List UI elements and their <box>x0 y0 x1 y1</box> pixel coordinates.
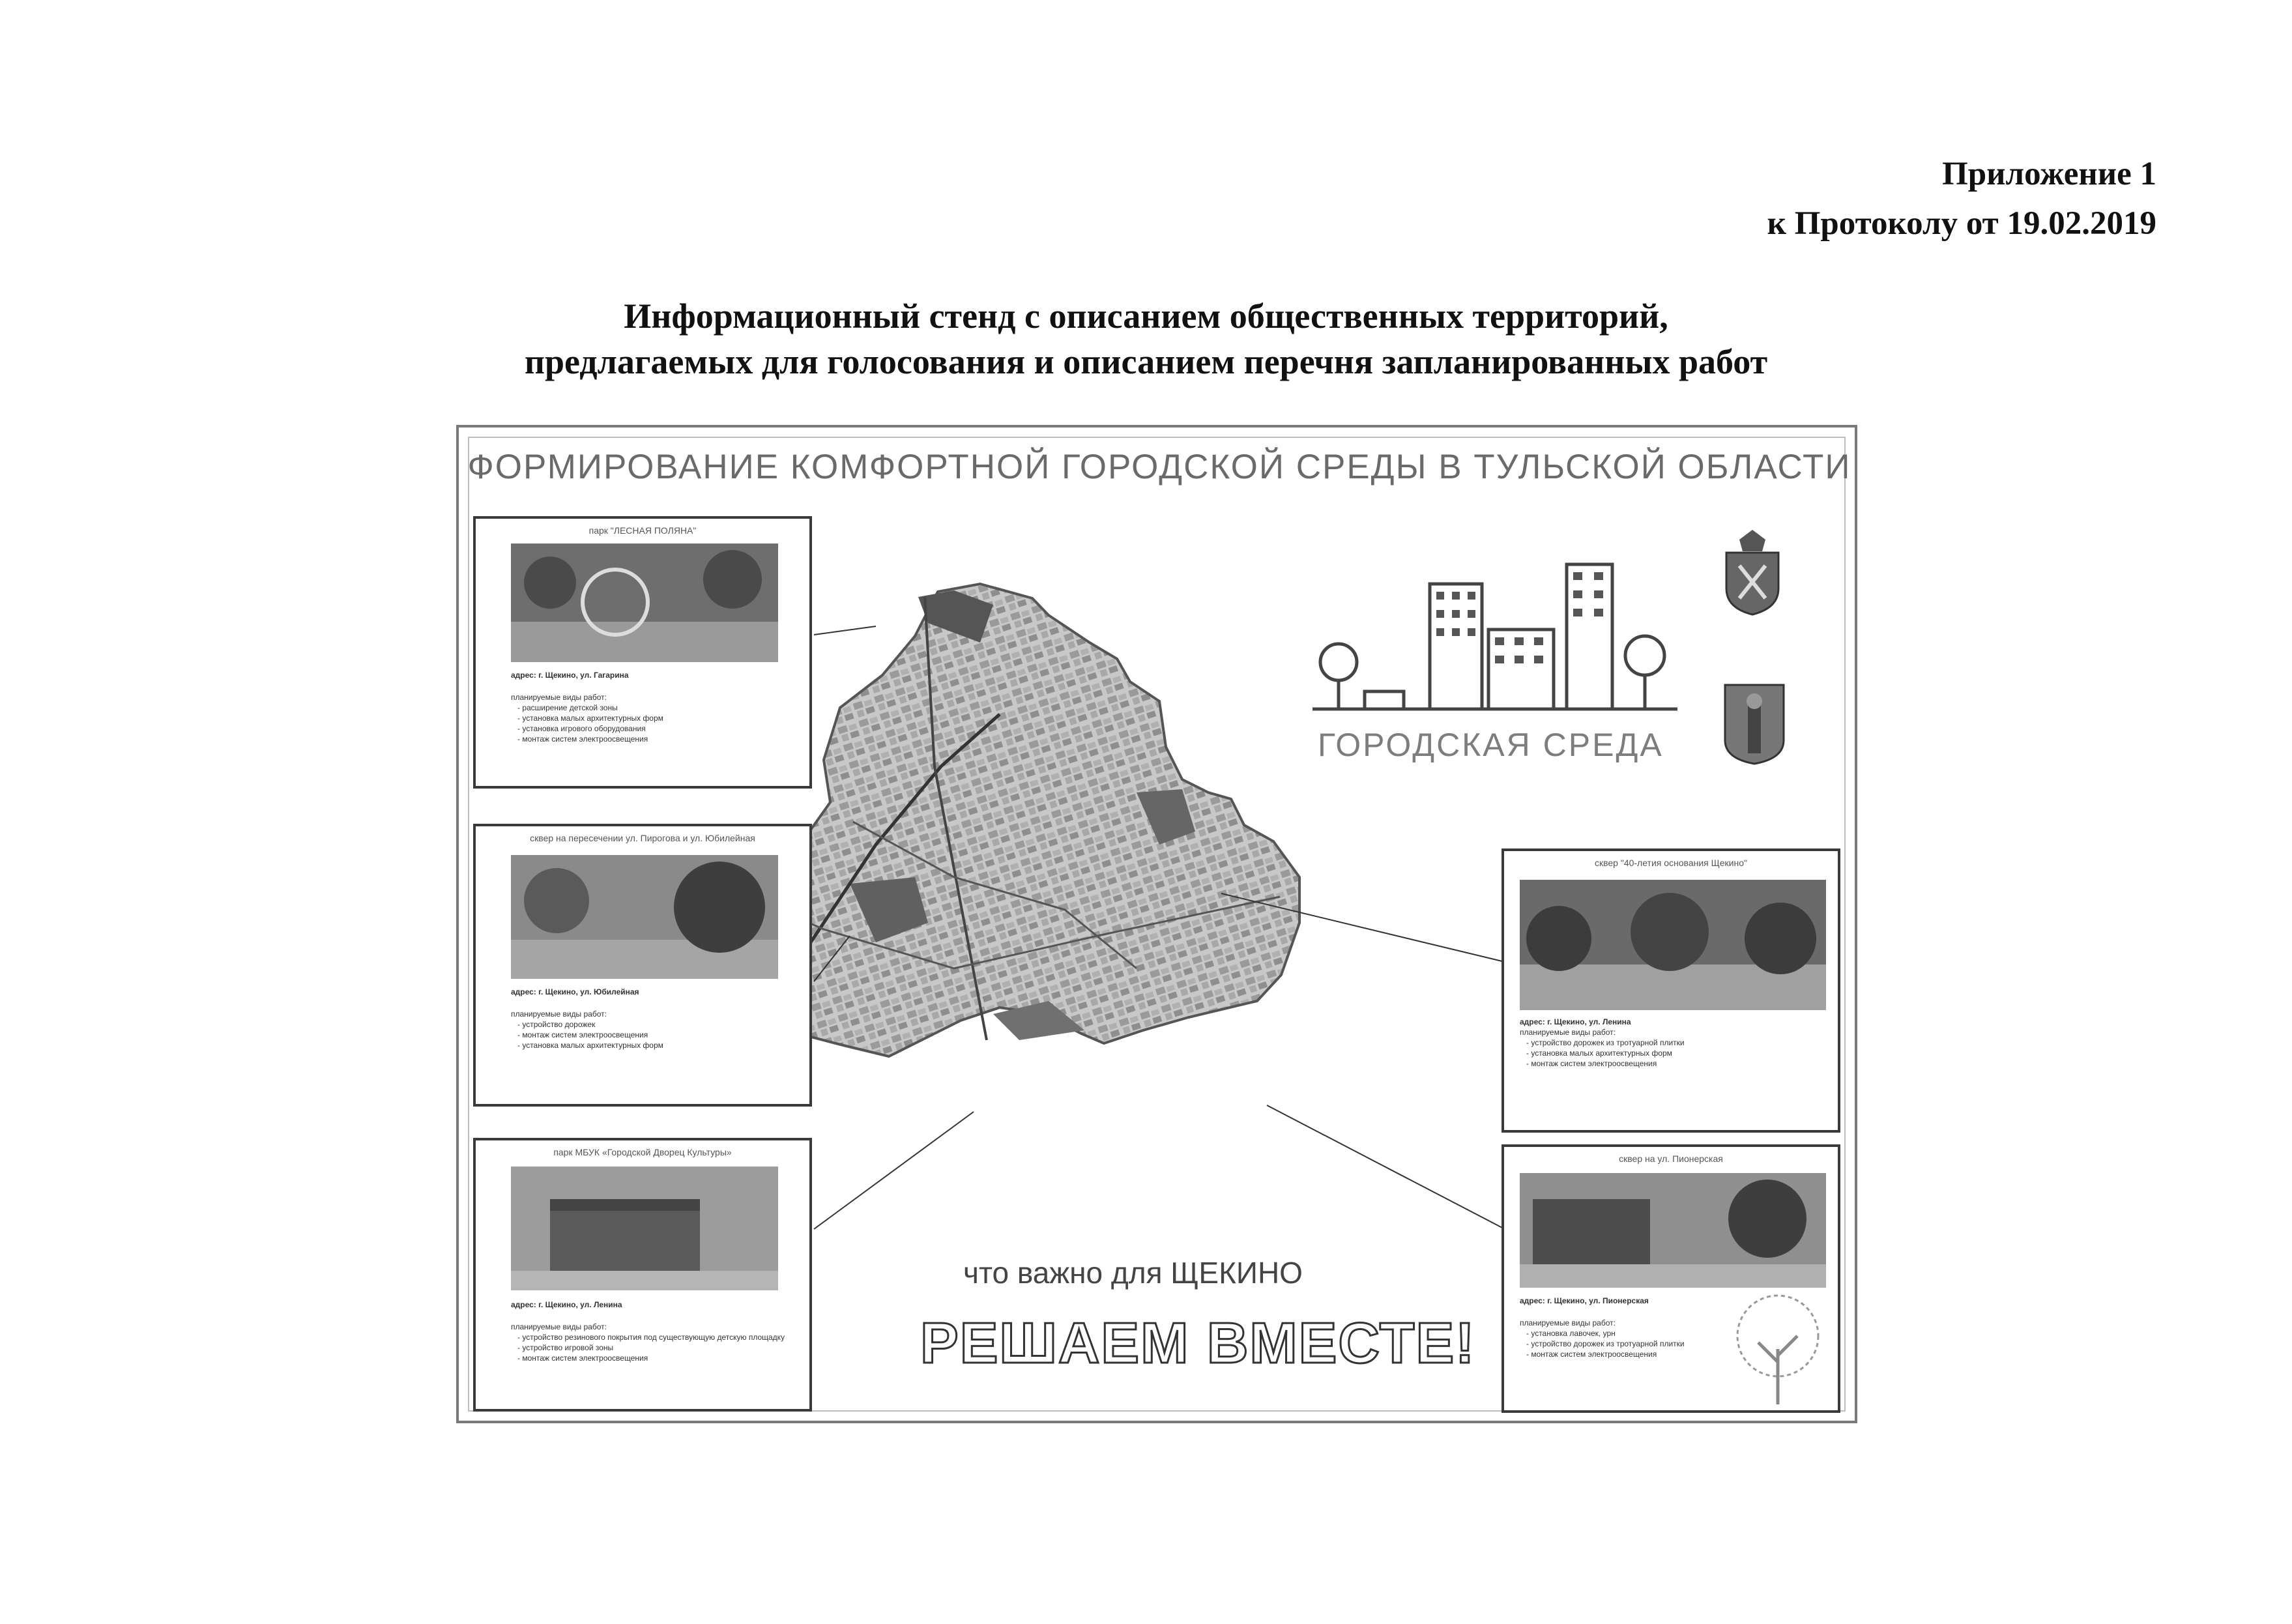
appendix-label: Приложение 1 <box>1942 156 2156 192</box>
card-works-label: планируемые виды работ: <box>511 693 607 702</box>
card-title: сквер на ул. Пионерская <box>1619 1153 1723 1164</box>
card-address: адрес: г. Щекино, ул. Юбилейная <box>511 987 639 996</box>
card-work-item: - устройство дорожек <box>517 1020 596 1029</box>
tagline: что важно для ЩЕКИНО <box>963 1256 1303 1290</box>
card-works-label: планируемые виды работ: <box>1520 1028 1616 1037</box>
card-details <box>511 670 791 744</box>
city-skyline-icon <box>1313 558 1677 714</box>
territory-card-pirogova-yubileynaya <box>473 824 812 1107</box>
territory-card-lesnaya-polyana <box>473 516 812 789</box>
card-works-label: планируемые виды работ: <box>1520 1318 1616 1327</box>
card-work-item: - устройство дорожек из тротуарной плитки <box>1526 1339 1685 1348</box>
tree-icon <box>1719 1290 1836 1408</box>
document-title-line-1: Информационный стенд с описанием общественных территорий, <box>624 297 1668 336</box>
card-address: адрес: г. Щекино, ул. Ленина <box>1520 1017 1631 1026</box>
card-work-item: - монтаж систем электроосвещения <box>517 1354 648 1363</box>
card-title: парк "ЛЕСНАЯ ПОЛЯНА" <box>588 525 697 536</box>
card-photo <box>1520 1173 1826 1288</box>
card-works-label: планируемые виды работ: <box>511 1009 607 1019</box>
card-details <box>1520 1017 1826 1069</box>
territory-card-dvorets-kultury <box>473 1138 812 1412</box>
card-work-item: - устройство резинового покрытия под существующую детскую площадку <box>517 1333 785 1342</box>
card-work-item: - установка лавочек, урн <box>1526 1329 1616 1338</box>
card-work-item: - устройство дорожек из тротуарной плитки <box>1526 1038 1685 1047</box>
card-works-label: планируемые виды работ: <box>511 1322 607 1331</box>
information-stand <box>456 425 1857 1423</box>
gorodskaya-sreda-logo-text: ГОРОДСКАЯ СРЕДА <box>1318 727 1664 763</box>
card-details <box>511 987 791 1051</box>
card-work-item: - монтаж систем электроосвещения <box>517 1030 648 1039</box>
card-photo <box>511 855 778 979</box>
slogan: РЕШАЕМ ВМЕСТЕ! <box>920 1311 1476 1375</box>
card-work-item: - установка игрового оборудования <box>517 724 646 733</box>
card-photo <box>1520 880 1826 1010</box>
territory-card-40-letiya <box>1501 848 1840 1133</box>
card-work-item: - установка малых архитектурных форм <box>1526 1049 1672 1058</box>
card-work-item: - устройство игровой зоны <box>517 1343 614 1352</box>
shchekino-coat-of-arms-icon <box>1722 682 1787 766</box>
card-details <box>511 1299 791 1363</box>
card-work-item: - монтаж систем электроосвещения <box>1526 1059 1657 1068</box>
card-work-item: - монтаж систем электроосвещения <box>517 734 648 744</box>
stand-banner: ФОРМИРОВАНИЕ КОМФОРТНОЙ ГОРОДСКОЙ СРЕДЫ В ТУЛЬСКОЙ ОБЛАСТИ <box>467 448 1851 486</box>
tula-region-coat-of-arms-icon <box>1720 527 1785 618</box>
document-title-line-2: предлагаемых для голосования и описанием перечня запланированных работ <box>524 342 1768 381</box>
card-work-item: - установка малых архитектурных форм <box>517 1041 663 1050</box>
card-work-item: - монтаж систем электроосвещения <box>1526 1350 1657 1359</box>
card-work-item: - установка малых архитектурных форм <box>517 714 663 723</box>
card-address: адрес: г. Щекино, ул. Ленина <box>511 1300 622 1309</box>
card-work-item: - расширение детской зоны <box>517 703 618 712</box>
card-photo <box>511 544 778 662</box>
card-details <box>1520 1296 1715 1359</box>
card-title: сквер "40-летия основания Щекино" <box>1594 858 1747 868</box>
territory-card-pionerskaya <box>1501 1144 1840 1413</box>
card-title: сквер на пересечении ул. Пирогова и ул. Юбилейная <box>530 833 755 843</box>
card-title: парк МБУК «Городской Дворец Культуры» <box>553 1147 732 1157</box>
card-address: адрес: г. Щекино, ул. Пионерская <box>1520 1296 1649 1305</box>
card-photo <box>511 1167 778 1290</box>
protocol-reference: к Протоколу от 19.02.2019 <box>1767 205 2156 242</box>
card-address: адрес: г. Щекино, ул. Гагарина <box>511 671 629 680</box>
